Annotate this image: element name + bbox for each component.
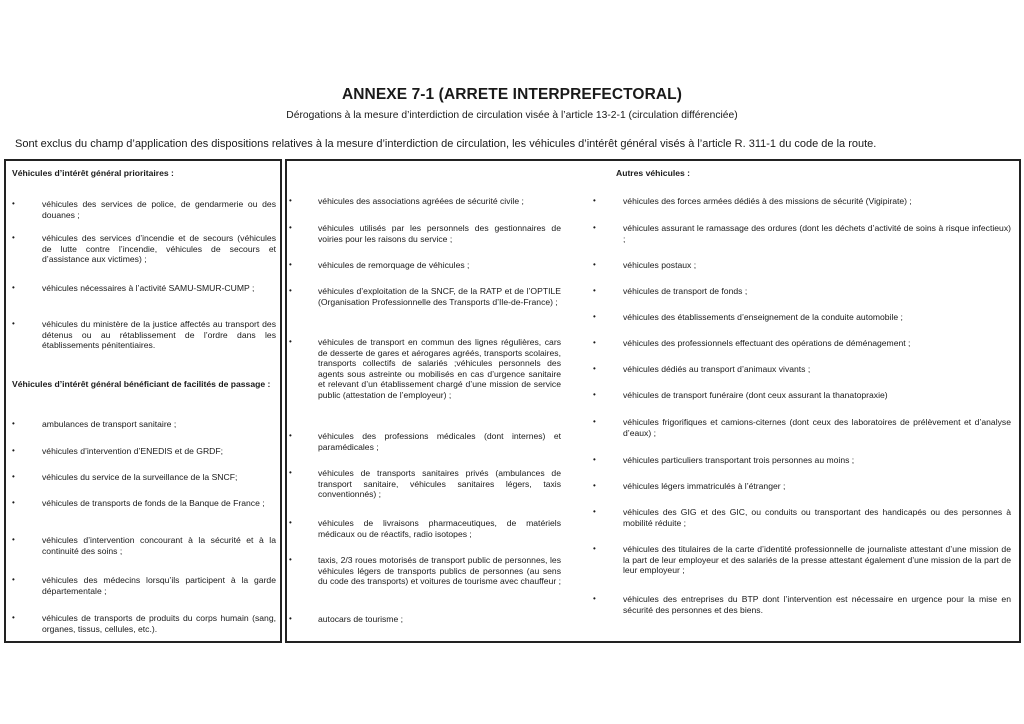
bullet-marker: •: [289, 286, 292, 295]
bullet-marker: •: [289, 518, 292, 527]
bullet-marker: •: [12, 613, 15, 622]
bullet-marker: •: [12, 199, 15, 208]
bullet-marker: •: [593, 312, 596, 321]
list-item: [593, 455, 1011, 466]
list-item: [12, 283, 276, 294]
bullet-marker: •: [12, 446, 15, 455]
priority-vehicles-heading: Véhicules d’intérêt général prioritaires :: [12, 168, 174, 178]
bullet-marker: •: [12, 575, 15, 584]
list-item: [289, 468, 561, 500]
list-item: [593, 196, 1011, 207]
list-item: [593, 312, 1011, 323]
list-item: [289, 555, 561, 587]
list-item-text: véhicules des médecins lorsqu’ils participent à la garde départementale ;: [42, 575, 276, 596]
list-item: [593, 507, 1011, 528]
bullet-marker: •: [593, 481, 596, 490]
list-item: [593, 286, 1011, 297]
list-item: [12, 498, 276, 509]
list-item-text: véhicules des titulaires de la carte d’identité professionnelle de journaliste attestant d’une mission de la part de leur employeur et des salariés de la presse attestant également d’une mission de la part de leur employeur ;: [623, 544, 1011, 576]
list-item: [12, 319, 276, 351]
list-item: [593, 223, 1011, 244]
bullet-marker: •: [289, 468, 292, 477]
bullet-marker: •: [12, 535, 15, 544]
bullet-marker: •: [289, 555, 292, 564]
list-item: [593, 390, 1011, 401]
list-item-text: véhicules de transport en commun des lignes régulières, cars de desserte de gares et aérogares agréés, transports scolaires, transports collectifs de salariés ;véhicules personnels des agents sous astreinte ou mobilisés en cas d’urgence sanitaire et relevant d’un établissement chargé d’une mission de service public (attestation de l’employeur) ;: [318, 337, 561, 400]
list-item-text: taxis, 2/3 roues motorisés de transport public de personnes, les véhicules légers de transports publics de personnes (au sens du code des transports) et voitures de tourisme avec chauffeur ;: [318, 555, 561, 587]
list-item-text: véhicules de transports de fonds de la Banque de France ;: [42, 498, 265, 508]
list-item-text: véhicules postaux ;: [623, 260, 697, 270]
bullet-marker: •: [289, 614, 292, 623]
bullet-marker: •: [289, 196, 292, 205]
list-item-text: véhicules d’intervention d’ENEDIS et de GRDF;: [42, 446, 224, 456]
bullet-marker: •: [593, 223, 596, 232]
bullet-marker: •: [289, 223, 292, 232]
list-item-text: ambulances de transport sanitaire ;: [42, 419, 177, 429]
list-item-text: véhicules de transport de fonds ;: [623, 286, 748, 296]
list-item: [12, 535, 276, 556]
bullet-marker: •: [593, 594, 596, 603]
page-subtitle: Dérogations à la mesure d’interdiction de circulation visée à l’article 13-2-1 (circulation différenciée): [286, 110, 738, 121]
list-item: [593, 417, 1011, 438]
list-item-text: véhicules des GIG et des GIC, ou conduits ou transportant des handicapés ou des personnes à mobilité réduite ;: [623, 507, 1011, 528]
list-item-text: véhicules des établissements d’enseignement de la conduite automobile ;: [623, 312, 903, 322]
list-item: [12, 575, 276, 596]
list-item-text: véhicules des entreprises du BTP dont l’intervention est nécessaire en urgence pour la mise en sécurité des personnes et des biens.: [623, 594, 1011, 615]
list-item: [12, 419, 276, 430]
page-title: ANNEXE 7-1 (ARRETE INTERPREFECTORAL): [341, 86, 683, 103]
bullet-marker: •: [289, 260, 292, 269]
list-item: [12, 613, 276, 634]
intro-paragraph: Sont exclus du champ d’application des dispositions relatives à la mesure d’interdiction de circulation, les véhicules d’intérêt général visés à l’article R. 311-1 du code de la route.: [15, 138, 877, 150]
list-item-text: véhicules du ministère de la justice affectés au transport des détenus ou au rétablissement de l’ordre dans les établissements pénitentiaires.: [42, 319, 276, 351]
list-item: [289, 260, 561, 271]
bullet-marker: •: [12, 472, 15, 481]
list-item-text: véhicules frigorifiques et camions-citernes (dont ceux des laboratoires de prélèvement et d’analyse d’eaux) ;: [623, 417, 1011, 438]
bullet-marker: •: [593, 390, 596, 399]
bullet-marker: •: [593, 364, 596, 373]
list-item-text: véhicules de transports de produits du corps humain (sang, organes, tissus, cellules, etc.).: [42, 613, 276, 634]
list-item-text: véhicules d’exploitation de la SNCF, de la RATP et de l’OPTILE (Organisation Professionnelle des Transports d’Ile-de-France) ;: [318, 286, 561, 307]
list-item-text: véhicules de transports sanitaires privés (ambulances de transport sanitaire, véhicules sanitaires légers, taxis conventionnés) ;: [318, 468, 561, 500]
facilitated-passage-heading: Véhicules d’intérêt général bénéficiant de facilités de passage :: [12, 379, 271, 389]
bullet-marker: •: [12, 233, 15, 242]
list-item: [289, 337, 561, 401]
list-item: [289, 614, 561, 625]
list-item: [289, 286, 561, 307]
bullet-marker: •: [12, 283, 15, 292]
list-item-text: véhicules nécessaires à l’activité SAMU-SMUR-CUMP ;: [42, 283, 255, 293]
list-item: [12, 472, 276, 483]
list-item-text: autocars de tourisme ;: [318, 614, 404, 624]
list-item: [593, 364, 1011, 375]
bullet-marker: •: [593, 260, 596, 269]
list-item: [593, 544, 1011, 576]
list-item: [289, 196, 561, 207]
list-item-text: véhicules des forces armées dédiés à des missions de sécurité (Vigipirate) ;: [623, 196, 912, 206]
list-item-text: véhicules d’intervention concourant à la sécurité et à la continuité des soins ;: [42, 535, 276, 556]
list-item: [289, 518, 561, 539]
list-item: [12, 446, 276, 457]
list-item-text: véhicules dédiés au transport d’animaux vivants ;: [623, 364, 811, 374]
list-item-text: véhicules des associations agréées de sécurité civile ;: [318, 196, 524, 206]
list-item: [289, 431, 561, 452]
other-vehicles-panel: [285, 159, 1021, 643]
priority-vehicles-panel: [4, 159, 282, 643]
list-item-text: véhicules de transport funéraire (dont ceux assurant la thanatopraxie): [623, 390, 888, 400]
list-item-text: véhicules des services d’incendie et de secours (véhicules de lutte contre l’incendie, véhicules de secours et d’assistance aux victimes) ;: [42, 233, 276, 265]
list-item-text: véhicules du service de la surveillance de la SNCF;: [42, 472, 238, 482]
bullet-marker: •: [289, 431, 292, 440]
list-item-text: véhicules de remorquage de véhicules ;: [318, 260, 470, 270]
list-item-text: véhicules des services de police, de gendarmerie ou des douanes ;: [42, 199, 276, 220]
list-item: [12, 233, 276, 265]
list-item-text: véhicules des professionnels effectuant des opérations de déménagement ;: [623, 338, 911, 348]
list-item-text: véhicules de livraisons pharmaceutiques, de matériels médicaux ou de réactifs, radio isotopes ;: [318, 518, 561, 539]
bullet-marker: •: [593, 507, 596, 516]
list-item: [289, 223, 561, 244]
list-item: [593, 260, 1011, 271]
list-item: [593, 338, 1011, 349]
list-item-text: véhicules particuliers transportant trois personnes au moins ;: [623, 455, 855, 465]
list-item: [593, 481, 1011, 492]
list-item: [593, 594, 1011, 615]
other-vehicles-heading: Autres véhicules :: [615, 168, 691, 178]
list-item-text: véhicules légers immatriculés à l’étranger ;: [623, 481, 786, 491]
bullet-marker: •: [12, 498, 15, 507]
list-item-text: véhicules utilisés par les personnels des gestionnaires de voiries pour les raisons du service ;: [318, 223, 561, 244]
bullet-marker: •: [593, 286, 596, 295]
bullet-marker: •: [12, 419, 15, 428]
bullet-marker: •: [593, 338, 596, 347]
bullet-marker: •: [12, 319, 15, 328]
bullet-marker: •: [593, 544, 596, 553]
bullet-marker: •: [593, 417, 596, 426]
bullet-marker: •: [593, 196, 596, 205]
list-item: [12, 199, 276, 220]
list-item-text: véhicules assurant le ramassage des ordures (dont les déchets d’activité de soins à risque infectieux) ;: [623, 223, 1011, 244]
bullet-marker: •: [593, 455, 596, 464]
list-item-text: véhicules des professions médicales (dont internes) et paramédicales ;: [318, 431, 561, 452]
bullet-marker: •: [289, 337, 292, 346]
